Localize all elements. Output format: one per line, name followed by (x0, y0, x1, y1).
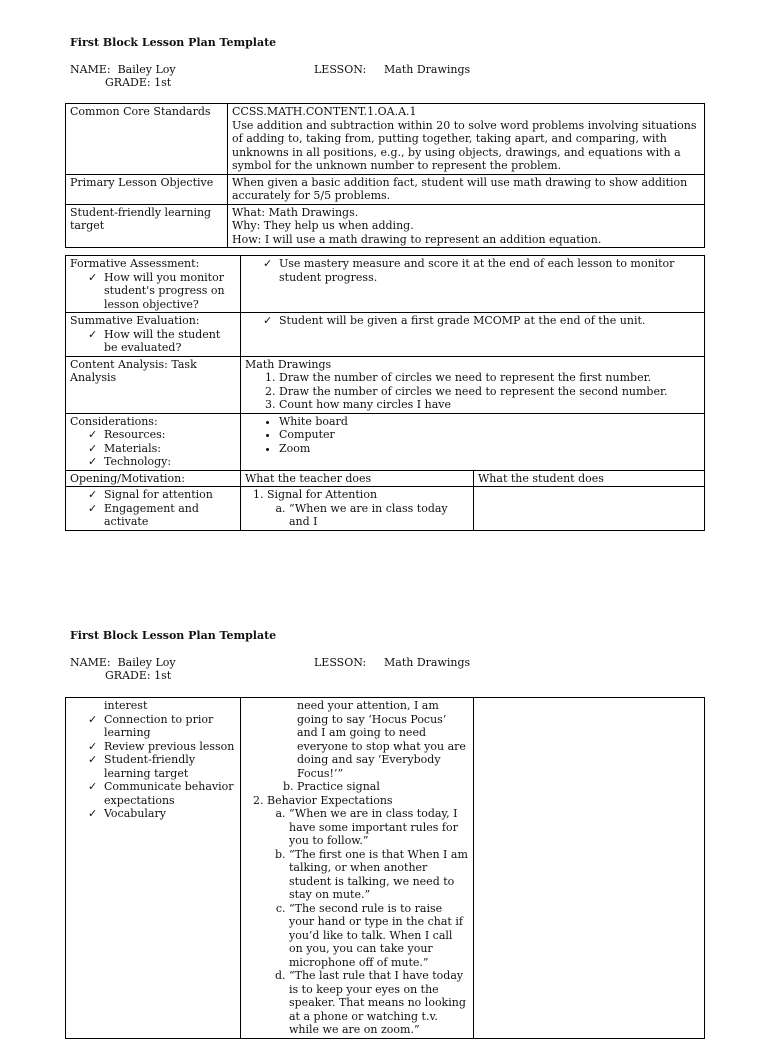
standards-table (65, 103, 705, 248)
considerations-cell (66, 413, 241, 470)
target-value (228, 204, 705, 248)
list-item: 1. Draw the number of circles we need to represent the first number. (279, 371, 700, 385)
table-row (66, 174, 705, 204)
student-head: What the student does (474, 470, 705, 487)
opening-label: Opening/Motivation: (66, 470, 241, 487)
list-item: b. Practice signal (297, 780, 469, 794)
standards-label: Common Core Standards (66, 104, 228, 175)
lesson-value: Math Drawings (384, 63, 471, 76)
considerations-label: Considerations: (70, 414, 158, 428)
list-item: ✓ Vocabulary (88, 807, 236, 821)
formative-value: ✓ Use mastery measure and score it at the end of each lesson to monitor student progress. (263, 257, 700, 284)
list-item: c. “The second rule is to raise your hand or type in the chat if you’d like to talk. When I call on you, you can take your microphone off of mute.” (289, 902, 469, 970)
teacher-cell (241, 487, 474, 531)
middle-cell (241, 698, 474, 1039)
grade-line: GRADE: 1st (105, 669, 172, 682)
page-title: First Block Lesson Plan Template (70, 36, 277, 49)
considerations-value-cell (241, 413, 705, 470)
name-value: Bailey Loy (117, 656, 176, 669)
formative-label: Formative Assessment: (70, 257, 200, 270)
list-item: • Computer (279, 428, 700, 442)
list-item: 3. Count how many circles I have (279, 398, 700, 412)
list-item: b. “The first one is that When I am talking, or when another student is talking, we need to stay on mute.” (289, 848, 469, 902)
target-why: Why: They help us when adding. (232, 219, 414, 232)
table-row (66, 413, 705, 470)
name-line (70, 656, 176, 670)
standards-code: CCSS.MATH.CONTENT.1.OA.A.1 (232, 105, 417, 118)
formative-cell (66, 256, 241, 313)
name-value: Bailey Loy (117, 63, 176, 76)
name-label: NAME: (70, 63, 111, 76)
formative-value-cell (241, 256, 705, 313)
formative-check: ✓ How will you monitor student's progress on lesson objective? (88, 271, 236, 312)
lesson-label: LESSON: (314, 656, 367, 669)
summative-label: Summative Evaluation: (70, 314, 200, 327)
standards-text: Use addition and subtraction within 20 to solve word problems involving situations of adding to, taking from, putting together, taking apart, and comparing, with unknowns in all positions, e.g., by using objects, drawings, and equations with a symbol for the unknown number to represent the problem. (232, 118, 697, 172)
lesson-value: Math Drawings (384, 656, 471, 669)
name-label: NAME: (70, 656, 111, 669)
list-item: ✓ Engagement and activate (88, 502, 236, 529)
table-row (66, 313, 705, 357)
assessment-table (65, 255, 705, 531)
right-cell (474, 698, 705, 1039)
content-heading: Math Drawings (245, 357, 332, 371)
table-row (66, 104, 705, 175)
left-cell (66, 698, 241, 1039)
list-item: ✓ Resources: (88, 428, 236, 442)
list-item: ✓ Materials: (88, 442, 236, 456)
list-item: ✓ Connection to prior learning (88, 713, 236, 740)
table-row (66, 470, 705, 487)
table-row (66, 204, 705, 248)
list-item: Behavior Expectations (267, 793, 393, 807)
list-item: • Zoom (279, 442, 700, 456)
table-row (66, 487, 705, 531)
target-how: How: I will use a math drawing to represent an addition equation. (232, 232, 602, 246)
list-item: ✓ Review previous lesson (88, 740, 236, 754)
objective-value: When given a basic addition fact, student will use math drawing to show addition accurately for 5/5 problems. (228, 174, 705, 204)
list-item: 2. Draw the number of circles we need to represent the second number. (279, 385, 700, 399)
list-item: Signal for Attention (267, 488, 378, 501)
standards-value (228, 104, 705, 175)
list-item: ✓ Communicate behavior expectations (88, 780, 236, 807)
content-label: Content Analysis: Task Analysis (66, 356, 241, 413)
left-cont: interest (104, 699, 148, 712)
continuation-table (65, 697, 705, 1039)
target-label: Student-friendly learning target (66, 204, 228, 248)
list-item: d. “The last rule that I have today is to keep your eyes on the speaker. That means no looking at a phone or watching t.v. while we are on zoom.” (289, 969, 469, 1037)
opening-checks-cell (66, 487, 241, 531)
grade-line: GRADE: 1st (105, 76, 172, 89)
objective-label: Primary Lesson Objective (66, 174, 228, 204)
list-item: a. “When we are in class today and I (289, 502, 469, 529)
table-row (66, 256, 705, 313)
student-cell (474, 487, 705, 531)
list-item: ✓ Student-friendly learning target (88, 753, 236, 780)
target-what: What: Math Drawings. (232, 205, 359, 219)
summative-value: ✓ Student will be given a first grade MCOMP at the end of the unit. (263, 314, 700, 328)
content-value-cell (241, 356, 705, 413)
list-item: ✓ Technology: (88, 455, 236, 469)
list-item: a. “When we are in class today, I have some important rules for you to follow.” (289, 807, 469, 848)
mid-cont: need your attention, I am going to say ‘Hocus Pocus’ and I am going to need everyone to stop what you are doing and say ‘Everybody Focus!’” (297, 699, 466, 780)
summative-check: ✓ How will the student be evaluated? (88, 328, 236, 355)
table-row (66, 698, 705, 1039)
summative-cell (66, 313, 241, 357)
page-title: First Block Lesson Plan Template (70, 629, 277, 642)
lesson-label: LESSON: (314, 63, 367, 76)
teacher-head: What the teacher does (241, 470, 474, 487)
list-item: ✓ Signal for attention (88, 488, 236, 502)
list-item: • White board (279, 415, 700, 429)
table-row (66, 356, 705, 413)
summative-value-cell (241, 313, 705, 357)
name-line (70, 63, 176, 77)
